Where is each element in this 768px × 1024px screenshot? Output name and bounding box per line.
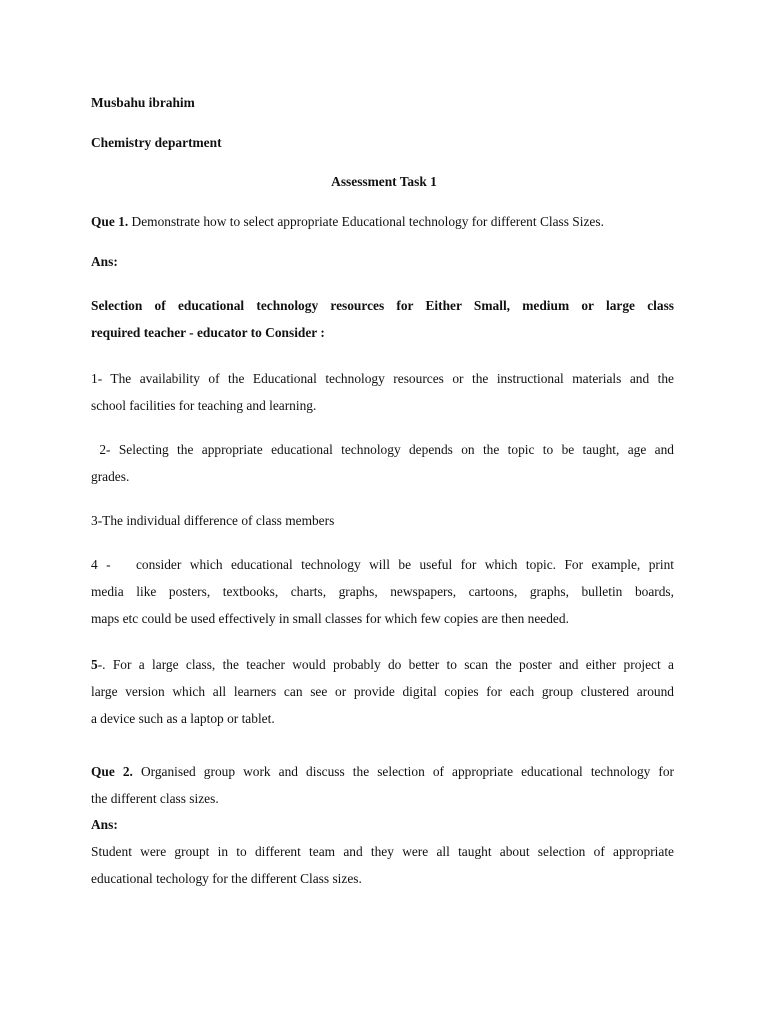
answer-1-point-2-line-2: grades. [91,469,130,484]
answer-1-point-5-number: 5 [91,657,98,672]
department-name: Chemistry department [91,135,222,150]
question-2-text: Organised group work and discuss the selection of appropriate educational technology for [132,764,674,779]
answer-1-point-5-line-1 [91,651,674,678]
answer-1-point-5-text: -. For a large class, the teacher would probably do better to scan the poster and either project a [97,657,674,672]
answer-1-point-2-line-1: 2- Selecting the appropriate educational technology depends on the topic to be taught, age and [91,442,674,457]
answer-1-intro-line-1: Selection of educational technology resources for Either Small, medium or large class [91,298,674,313]
question-1 [91,208,674,235]
answer-1-label: Ans: [91,254,118,269]
answer-1-point-4-line-2: media like posters, textbooks, charts, graphs, newspapers, cartoons, graphs, bulletin boards, [91,584,674,599]
question-1-text: Demonstrate how to select appropriate Educational technology for different Class Sizes. [128,214,604,229]
question-2-line-1 [91,758,674,785]
page-title: Assessment Task 1 [331,174,437,189]
answer-2-label: Ans: [91,817,118,832]
answer-1-point-5-line-2: large version which all learners can see or provide digital copies for each group clustered around [91,684,674,699]
answer-2-line-2: educational techology for the different Class sizes. [91,871,362,886]
question-1-label: Que 1. [91,214,129,229]
question-2-line-2: the different class sizes. [91,791,219,806]
answer-1-point-1-line-2: school facilities for teaching and learning. [91,398,317,413]
answer-1-point-4-line-3: maps etc could be used effectively in small classes for which few copies are then needed. [91,611,569,626]
question-2-label: Que 2. [91,764,133,779]
answer-1-point-1-line-1: 1- The availability of the Educational technology resources or the instructional materials and the [91,371,674,386]
answer-2-line-1: Student were groupt in to different team and they were all taught about selection of appropriate [91,844,674,859]
answer-1-intro-line-2: required teacher - educator to Consider : [91,325,325,340]
answer-1-point-3: 3-The individual difference of class members [91,513,335,528]
author-name: Musbahu ibrahim [91,95,195,110]
answer-1-point-5-line-3: a device such as a laptop or tablet. [91,711,275,726]
answer-1-point-4-line-1: 4 - consider which educational technology will be useful for which topic. For example, print [91,557,674,572]
